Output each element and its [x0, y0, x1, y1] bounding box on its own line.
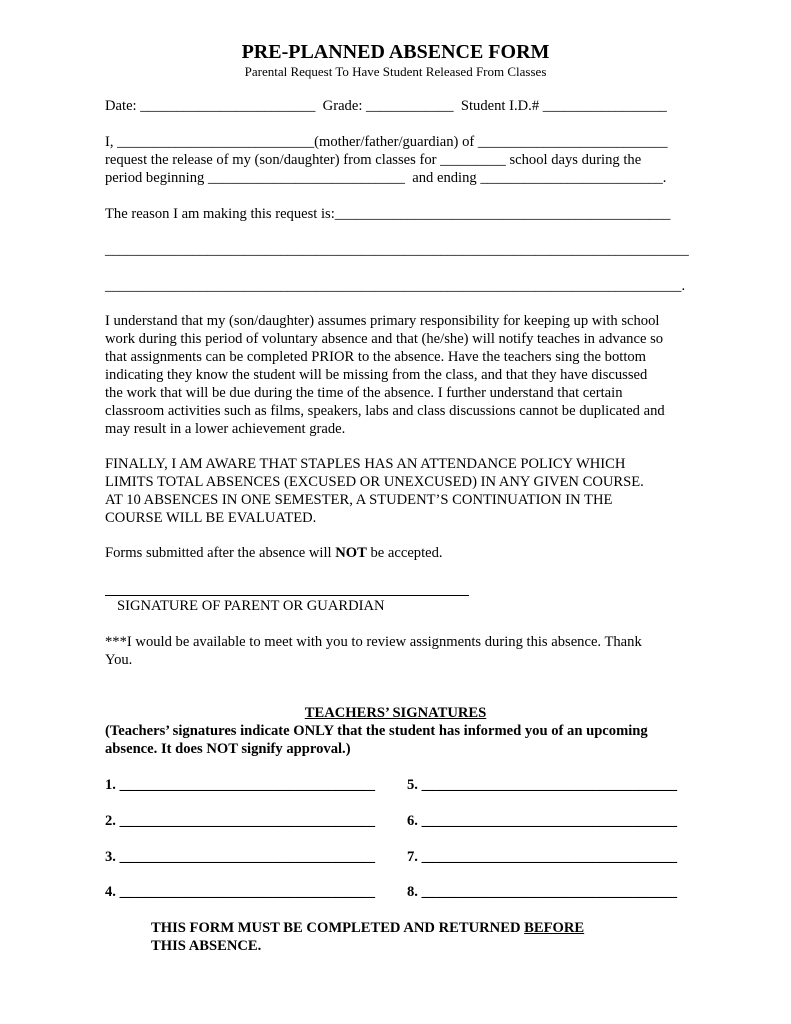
teachers-note-line: absence. It does NOT signify approval.)	[105, 741, 351, 757]
reason-line: The reason I am making this request is:______________________________________________	[105, 206, 671, 222]
availability-line: ***I would be available to meet with you to review assignments during this absence. Thank	[105, 634, 642, 650]
date-grade-id-line: Date: ________________________ Grade: ____________ Student I.D.# _________________	[105, 98, 667, 114]
availability-line: You.	[105, 652, 133, 668]
teacher-signature-line-8: 8. ___________________________________	[407, 884, 677, 900]
understand-paragraph	[105, 312, 705, 438]
footer-instruction-text: THIS FORM MUST BE COMPLETED AND RETURNED	[151, 920, 525, 936]
understand-line: work during this period of voluntary absence and that (he/she) will notify teaches in advance so	[105, 331, 664, 347]
parent-signature-label: SIGNATURE OF PARENT OR GUARDIAN	[117, 598, 385, 614]
footer-instruction-line-1	[151, 919, 584, 937]
forms-note-not: NOT	[335, 545, 367, 561]
policy-line: LIMITS TOTAL ABSENCES (EXCUSED OR UNEXCUSED) IN ANY GIVEN COURSE.	[105, 474, 644, 490]
availability-note	[105, 633, 705, 669]
teacher-signature-line-1: 1. ___________________________________	[105, 777, 375, 793]
forms-submitted-note	[105, 544, 443, 562]
forms-note-end: be accepted.	[366, 545, 443, 561]
understand-line: classroom activities such as films, speakers, labs and class discussions cannot be duplicated and	[105, 403, 665, 419]
understand-line: the work that will be due during the time of the absence. I further understand that certain	[105, 385, 623, 401]
teacher-signature-line-2: 2. ___________________________________	[105, 813, 375, 829]
footer-before-word: BEFORE	[524, 920, 585, 936]
forms-note-start: Forms submitted after the absence will	[105, 545, 336, 561]
teachers-note	[105, 722, 705, 758]
period-dates-line: period beginning ___________________________ and ending _________________________.	[105, 170, 667, 186]
teacher-signature-line-7: 7. ___________________________________	[407, 849, 677, 865]
request-days-line: request the release of my (son/daughter) from classes for _________ school days during the	[105, 152, 642, 168]
guardian-student-line: I, ___________________________(mother/father/guardian) of __________________________	[105, 134, 668, 150]
teacher-signature-line-5: 5. ___________________________________	[407, 777, 677, 793]
teacher-signature-line-6: 6. ___________________________________	[407, 813, 677, 829]
teachers-signatures-heading: TEACHERS’ SIGNATURES	[304, 705, 487, 721]
policy-line: COURSE WILL BE EVALUATED.	[105, 510, 317, 526]
policy-line: FINALLY, I AM AWARE THAT STAPLES HAS AN ATTENDANCE POLICY WHICH	[105, 456, 626, 472]
teacher-signature-line-4: 4. ___________________________________	[105, 884, 375, 900]
footer-instruction-line-2: THIS ABSENCE.	[151, 938, 262, 954]
form-title: PRE-PLANNED ABSENCE FORM	[241, 41, 550, 63]
attendance-policy-paragraph	[105, 455, 705, 527]
parent-signature-line	[105, 595, 469, 596]
form-subtitle: Parental Request To Have Student Released From Classes	[244, 64, 547, 79]
understand-line: I understand that my (son/daughter) assumes primary responsibility for keeping up with school	[105, 313, 660, 329]
teachers-note-line: (Teachers’ signatures indicate ONLY that the student has informed you of an upcoming	[105, 723, 648, 739]
understand-line: that assignments can be completed PRIOR to the absence. Have the teachers sing the bottom	[105, 349, 647, 365]
understand-line: may result in a lower achievement grade.	[105, 421, 346, 437]
reason-blank-line-1: ________________________________________________________________________________	[105, 242, 689, 258]
teacher-signature-line-3: 3. ___________________________________	[105, 849, 375, 865]
understand-line: indicating they know the student will be missing from the class, and that they have discussed	[105, 367, 648, 383]
policy-line: AT 10 ABSENCES IN ONE SEMESTER, A STUDENT’S CONTINUATION IN THE	[105, 492, 613, 508]
reason-blank-line-2: _______________________________________________________________________________.	[105, 278, 686, 294]
